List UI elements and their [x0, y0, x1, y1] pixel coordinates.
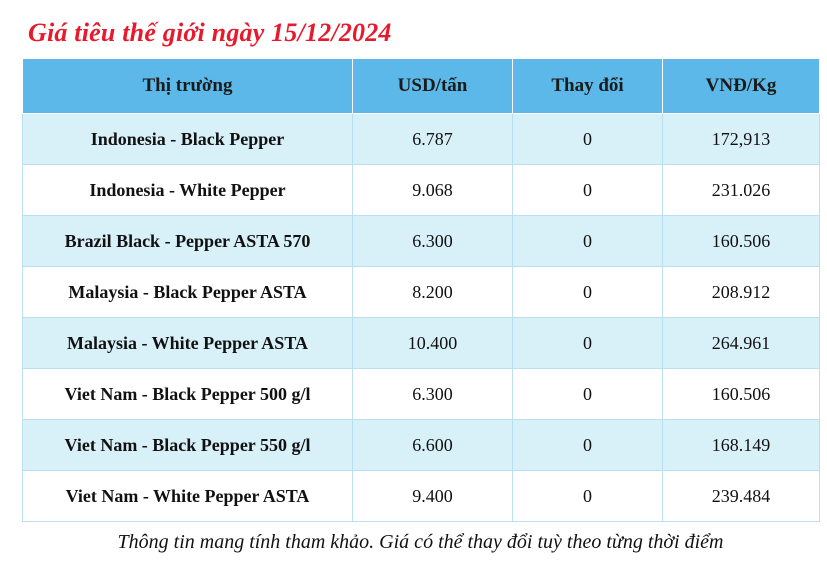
cell-usd: 6.600	[353, 420, 513, 471]
cell-change: 0	[513, 369, 663, 420]
cell-change: 0	[513, 318, 663, 369]
cell-vnd: 168.149	[663, 420, 820, 471]
table-row	[23, 318, 820, 369]
cell-usd: 10.400	[353, 318, 513, 369]
cell-market: Indonesia - White Pepper	[23, 165, 353, 216]
cell-vnd: 231.026	[663, 165, 820, 216]
cell-vnd: 160.506	[663, 369, 820, 420]
cell-change: 0	[513, 114, 663, 165]
cell-market: Viet Nam - White Pepper ASTA	[23, 471, 353, 522]
cell-vnd: 160.506	[663, 216, 820, 267]
cell-usd: 6.300	[353, 369, 513, 420]
table-row	[23, 369, 820, 420]
table-row	[23, 420, 820, 471]
cell-vnd: 239.484	[663, 471, 820, 522]
cell-usd: 8.200	[353, 267, 513, 318]
cell-market: Malaysia - Black Pepper ASTA	[23, 267, 353, 318]
table-row	[23, 267, 820, 318]
cell-usd: 6.300	[353, 216, 513, 267]
cell-change: 0	[513, 216, 663, 267]
cell-change: 0	[513, 165, 663, 216]
column-header-market: Thị trường	[23, 59, 353, 114]
cell-vnd: 172,913	[663, 114, 820, 165]
cell-market: Viet Nam - Black Pepper 500 g/l	[23, 369, 353, 420]
cell-usd: 9.400	[353, 471, 513, 522]
cell-usd: 9.068	[353, 165, 513, 216]
table-row	[23, 471, 820, 522]
cell-market: Indonesia - Black Pepper	[23, 114, 353, 165]
table-header	[23, 59, 820, 114]
cell-vnd: 208.912	[663, 267, 820, 318]
cell-market: Brazil Black - Pepper ASTA 570	[23, 216, 353, 267]
table-row	[23, 114, 820, 165]
cell-usd: 6.787	[353, 114, 513, 165]
table-body	[23, 114, 820, 522]
column-header-vnd: VNĐ/Kg	[663, 59, 820, 114]
page-title: Giá tiêu thế giới ngày 15/12/2024	[28, 18, 392, 47]
cell-vnd: 264.961	[663, 318, 820, 369]
cell-change: 0	[513, 420, 663, 471]
cell-change: 0	[513, 471, 663, 522]
pepper-price-table	[22, 58, 820, 522]
table-row	[23, 216, 820, 267]
table-header-row	[23, 59, 820, 114]
cell-market: Malaysia - White Pepper ASTA	[23, 318, 353, 369]
footnote: Thông tin mang tính tham khảo. Giá có thể thay đổi tuỳ theo từng thời điểm	[117, 531, 724, 553]
column-header-change: Thay đổi	[513, 59, 663, 114]
column-header-usd: USD/tấn	[353, 59, 513, 114]
table-row	[23, 165, 820, 216]
cell-market: Viet Nam - Black Pepper 550 g/l	[23, 420, 353, 471]
cell-change: 0	[513, 267, 663, 318]
